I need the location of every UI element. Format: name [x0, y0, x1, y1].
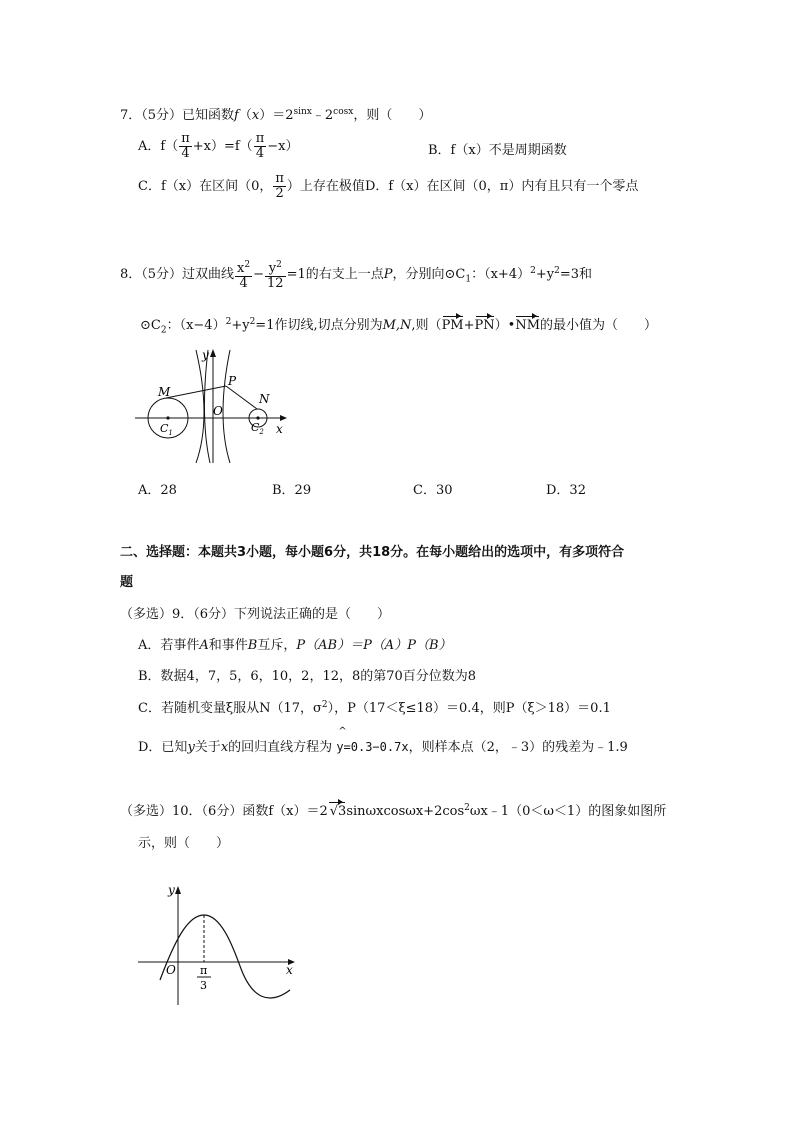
center-c2: [256, 416, 259, 419]
c-letter: C: [251, 421, 260, 434]
frac-den: 12: [267, 276, 284, 291]
q7-stem: [120, 104, 431, 123]
exp: 2: [249, 317, 256, 327]
q10-stem-line1: [120, 800, 666, 819]
q9-c-prob: P（17＜ξ≤18）＝0.4，则: [347, 701, 506, 716]
q8-stem-text: 8．（5分）过双曲线: [120, 267, 235, 282]
q8-towards: ，分别向: [392, 267, 445, 282]
label-three: 3: [200, 979, 207, 992]
q8-vec-pm: PM: [441, 318, 464, 333]
exp: 2: [225, 317, 232, 327]
q7-then: ，则（ ）: [353, 108, 432, 123]
hyperbola-left-outer: [204, 350, 210, 463]
q8-vec-pn: PN: [474, 318, 495, 333]
frac-den: 2: [275, 186, 284, 201]
q10-sqrt: √3: [329, 804, 347, 819]
center-c1: [166, 416, 169, 419]
label-m: M: [158, 385, 171, 399]
label-y: y: [168, 883, 175, 897]
q9-d-y: y: [187, 740, 195, 755]
tangent-pm: [166, 386, 226, 398]
q7-minus: ﹣2: [311, 108, 334, 123]
q7-a-frac2: [254, 132, 267, 161]
q7-f: f: [234, 108, 239, 123]
q8-option-a: A．28: [138, 483, 177, 498]
x-axis-arrow-icon: [280, 415, 287, 421]
q9-a-formula: P（AB）＝P（A）P（B）: [296, 638, 452, 653]
q9-c-result: P（ξ＞18）＝0.1: [505, 701, 611, 716]
q7-exp1: sinx: [293, 107, 312, 117]
q8-eq1a: ：（x+4）: [471, 267, 531, 282]
q7-c-text: C．f（x）在区间（0，: [138, 179, 273, 194]
q7-a-end: −x）: [267, 139, 299, 154]
hyperbola-left: [196, 350, 204, 463]
q10-rest: ωx﹣1（0＜ω＜1）的图象如图所: [469, 804, 667, 819]
q8-eq2a: ：（x−4）: [166, 318, 226, 333]
q9-option-d: [138, 726, 628, 755]
frac-num: [265, 258, 286, 277]
y-var: y: [268, 261, 277, 276]
q8-circle1: ⊙C: [444, 267, 466, 282]
q9-d-hat: ^: [338, 726, 347, 737]
q8-figure: [130, 345, 300, 470]
x-var: x: [237, 261, 245, 276]
label-pi: π: [200, 964, 208, 977]
q9-a-text: A．若事件: [138, 638, 200, 653]
frac-num: π: [255, 131, 265, 146]
q8-option-b: B．29: [272, 483, 312, 498]
c-letter: C: [160, 422, 169, 435]
q7-x: x: [251, 108, 260, 123]
q9-d-eqn: y=0.3−0.7x: [336, 740, 409, 754]
q7-a-mid: +x）=f（: [192, 139, 253, 154]
q9-a-event-b: B: [247, 638, 258, 653]
q8-eq: =1的右支上一点: [286, 267, 384, 282]
q9-stem: （多选）9．（6分）下列说法正确的是（ ）: [120, 607, 391, 622]
exp: 2: [530, 266, 536, 276]
q7-c-end: ）上存在极值: [286, 179, 365, 194]
q9-d-text: D．已知: [138, 740, 188, 755]
q8-option-d: D．32: [546, 483, 586, 498]
q9-d-about: 关于: [194, 740, 221, 755]
q9-d-equation: [336, 726, 409, 755]
label-p: P: [228, 374, 237, 388]
q9-option-b: B．数据4，7，5，6，10，2，12，8的第70百分位数为8: [138, 669, 477, 684]
q10-exp: 2: [464, 803, 470, 813]
frac-den: 4: [181, 146, 190, 161]
label-x: x: [286, 963, 293, 977]
q9-c-text: C．若随机变量ξ服从: [138, 701, 260, 716]
q8-eq1b: +y: [535, 267, 555, 282]
frac-num: π: [275, 171, 284, 186]
q8-p: P: [383, 267, 393, 282]
q8-vec-nm: NM: [515, 318, 541, 333]
q7-a-label: A．f（: [138, 139, 179, 154]
q10-figure: [130, 880, 305, 1010]
exp: 2: [244, 260, 251, 270]
sine-curve: [160, 915, 290, 998]
label-y: y: [202, 348, 209, 362]
q7-a-frac1: [179, 132, 192, 161]
hyperbola-right: [223, 350, 230, 463]
y-axis-arrow-icon: [210, 349, 216, 357]
q7-option-a: [138, 132, 298, 161]
q8-dot: ）•: [494, 318, 516, 333]
q9-a-mutex: 互斥，: [257, 638, 297, 653]
q10-root: 3: [338, 804, 347, 819]
q7-eq: ）＝2: [259, 108, 294, 123]
q8-stem-line1: 8．（5分）过双曲线 $\frac{x^2}{4}$ − $\frac{y^2}{12}$ =1的右支上一点P，分别向$⊙C_1$：$(x+4)^2+y^2=3$和: [120, 260, 592, 291]
q8-sub1: 1: [465, 274, 472, 285]
q10-stem-line2: 示，则（ ）: [138, 836, 230, 851]
c-sub: 1: [168, 429, 173, 437]
q9-option-c: [138, 697, 611, 716]
q7-option-d: D．f（x）在区间（0，π）内有且只有一个零点: [364, 179, 639, 194]
label-c2: [251, 421, 264, 436]
q9-c-close: ），: [327, 701, 348, 716]
section2-line2: 题: [120, 575, 134, 590]
q7-c-frac: [273, 172, 286, 201]
q8-mn: M,N: [382, 318, 412, 333]
exp: 2: [554, 266, 560, 276]
label-n: N: [259, 392, 270, 406]
q7-stem-text: 7．（5分）已知函数: [120, 108, 235, 123]
q8-min: 的最小值为（ ）: [540, 318, 658, 333]
q8-frac-x: [235, 258, 252, 291]
label-x: x: [276, 422, 283, 436]
section2-line1: 二、选择题：本题共3小题，每小题6分，共18分。在每小题给出的选项中，有多项符合: [120, 545, 625, 560]
q8-sub2: 2: [160, 325, 167, 336]
q8-plus: +: [463, 318, 475, 333]
q8-eq1c: =3和: [559, 267, 592, 282]
label-o: O: [213, 404, 223, 418]
q7-exp2: cosx: [333, 107, 354, 117]
frac-den: 4: [255, 146, 265, 161]
q8-frac-y: [265, 258, 286, 291]
q8-circle2: ⊙C: [140, 318, 161, 333]
q8-then: ,则（: [411, 318, 442, 333]
q9-c-exp: 2: [321, 700, 328, 710]
q9-c-normal: N（17，σ: [259, 701, 322, 716]
q9-d-line: 的回归直线方程为: [228, 740, 333, 755]
y-axis-arrow-icon: [175, 886, 181, 894]
frac-num: [235, 258, 252, 277]
frac-num: π: [181, 131, 190, 146]
q9-d-residual: ，则样本点（2，﹣3）的残差为﹣1.9: [408, 740, 628, 755]
label-c1: [160, 422, 173, 437]
q7-option-c: [138, 172, 638, 201]
q7-option-b: B．f（x）不是周期函数: [428, 143, 567, 158]
q7-paren: （: [238, 108, 252, 123]
label-o: O: [166, 963, 176, 977]
q10-sin: sinωxcosωx+2cos: [346, 804, 465, 819]
c-sub: 2: [259, 428, 264, 436]
q9-d-x: x: [220, 740, 229, 755]
q8-eq2c: =1作切线,切点分别为: [255, 318, 383, 333]
exp: 2: [276, 260, 282, 270]
q8-eq2b: +y: [231, 318, 250, 333]
tangent-pn: [226, 386, 257, 409]
q10-stem-text: （多选）10．（6分）函数: [120, 804, 269, 819]
frac-den: 4: [239, 276, 248, 291]
q9-option-a: [138, 634, 452, 653]
q8-stem-line2: [140, 314, 657, 336]
q9-a-and: 和事件: [208, 638, 248, 653]
q8-option-c: C．30: [413, 483, 453, 498]
q9-a-event-a: A: [199, 638, 209, 653]
q10-fx: f（x）＝2: [268, 804, 328, 819]
